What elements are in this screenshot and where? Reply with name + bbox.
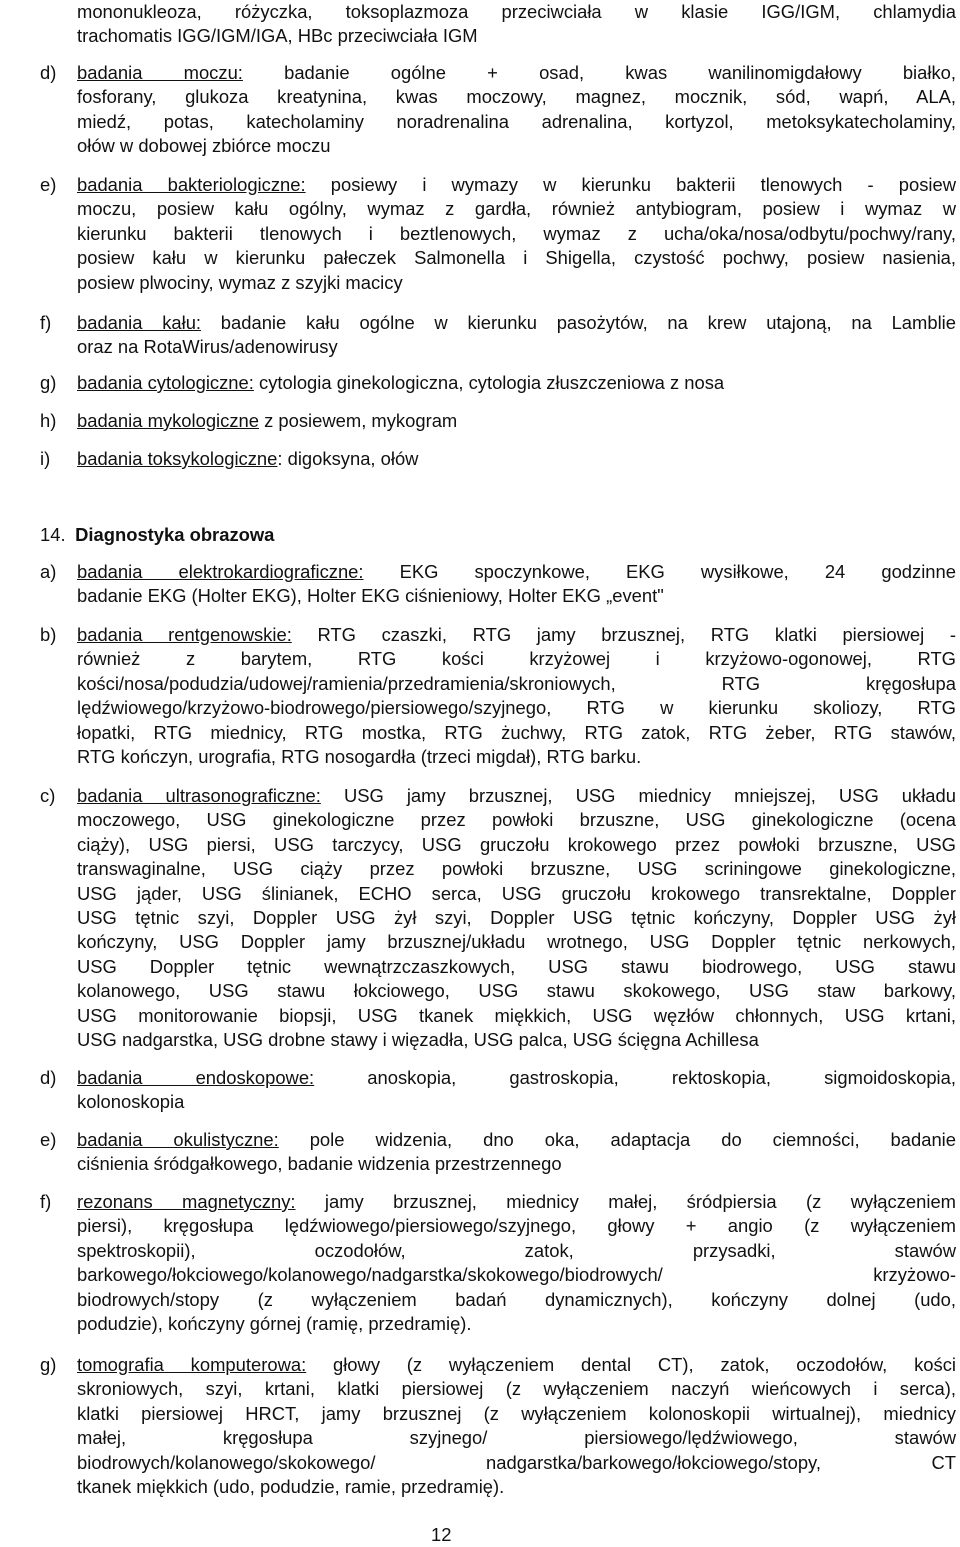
item-letter: h): [40, 410, 57, 431]
item-body: [77, 173, 956, 295]
text-line: [77, 1353, 956, 1377]
text-line: USG Doppler tętnic wewnątrzczaszkowych, USG stawu biodrowego, USG stawu: [77, 955, 956, 977]
item-body: [77, 447, 956, 471]
text-line: oraz na RotaWirus/adenowirusy: [77, 336, 338, 358]
text-line: [77, 61, 956, 85]
item-text: jamy brzusznej, miednicy małej, śródpiersia (z wyłączeniem: [295, 1191, 956, 1212]
text-line: łopatki, RTG miednicy, RTG mostka, RTG żuchwy, RTG zatok, RTG żeber, RTG stawów,: [77, 721, 956, 743]
text-line: posiew kału w kierunku pałeczek Salmonella i Shigella, czystość pochwy, posiew nasienia,: [77, 247, 956, 269]
item-text: EKG spoczynkowe, EKG wysiłkowe, 24 godzinne: [363, 561, 956, 582]
item-body: [77, 1066, 956, 1115]
section-heading: [40, 523, 274, 547]
item-body: [77, 623, 956, 769]
text-line: [77, 1128, 956, 1152]
item-body: [77, 1190, 956, 1336]
item-text: badanie kału ogólne w kierunku pasożytów, na krew utajoną, na Lamblie: [201, 312, 956, 333]
text-line: barkowego/łokciowego/kolanowego/nadgarstka/skokowego/biodrowych/ krzyżowo-: [77, 1264, 956, 1286]
text-line: USG monitorowanie biopsji, USG tkanek miękkich, USG węzłów chłonnych, USG krtani,: [77, 1004, 956, 1026]
text-line: [77, 784, 956, 808]
text-line: fosforany, glukoza kreatynina, kwas moczowy, magnez, mocznik, sód, wapń, ALA,: [77, 86, 956, 108]
text-line: USG nadgarstka, USG drobne stawy i więzadła, USG palca, USG ścięgna Achillesa: [77, 1029, 759, 1051]
text-line: RTG kończyn, urografia, RTG nosogardła (trzeci migdał), RTG barku.: [77, 746, 642, 768]
text-line: badanie EKG (Holter EKG), Holter EKG ciśnieniowy, Holter EKG „event": [77, 585, 664, 607]
item-text: badanie ogólne + osad, kwas wanilinomigdałowy białko,: [242, 62, 956, 83]
text-line: kolonoskopia: [77, 1091, 185, 1113]
item-lead: badania cytologiczne:: [77, 372, 254, 393]
item-letter: f): [40, 1191, 52, 1212]
item-text: cytologia ginekologiczna, cytologia złuszczeniowa z nosa: [253, 372, 725, 393]
text-line: małej, kręgosłupa szyjnego/ piersiowego/lędźwiowego, stawów: [77, 1427, 956, 1449]
text-line: kolanowego, USG stawu łokciowego, USG stawu skokowego, USG staw barkowy,: [77, 980, 956, 1002]
text-line: ołów w dobowej zbiórce moczu: [77, 135, 331, 157]
item-text: z posiewem, mykogram: [258, 410, 458, 431]
text-line: [77, 409, 956, 433]
item-letter: g): [40, 1354, 57, 1375]
text-line: [77, 173, 956, 197]
item-letter: d): [40, 62, 57, 83]
item-letter: i): [40, 448, 51, 469]
item-lead: badania kału:: [77, 312, 202, 333]
text-line: [77, 447, 956, 471]
text-line: moczu, posiew kału ogólny, wymaz z gardła, również antybiogram, posiew i wymaz w: [77, 198, 956, 220]
text-line: transwaginalne, USG ciąży przez powłoki brzuszne, USG scriningowe ginekologiczne,: [77, 858, 956, 880]
text-line: USG tętnic szyi, Doppler USG żył szyi, Doppler USG tętnic kończyny, Doppler USG żył: [77, 907, 956, 929]
item-lead: badania endoskopowe:: [77, 1067, 315, 1088]
item-body: [77, 1128, 956, 1177]
text-line: mononukleoza, różyczka, toksoplazmoza przeciwciała w klasie IGG/IGM, chlamydia: [77, 1, 956, 22]
item-lead: badania rentgenowskie:: [77, 624, 292, 645]
item-body: [77, 371, 956, 395]
section-title: Diagnostyka obrazowa: [75, 524, 275, 545]
item-text: głowy (z wyłączeniem dental CT), zatok, oczodołów, kości: [306, 1354, 956, 1375]
item-text: anoskopia, gastroskopia, rektoskopia, sigmoidoskopia,: [314, 1067, 956, 1088]
text-line: [77, 311, 956, 335]
text-line: podudzie), kończyny górnej (ramię, przedramię).: [77, 1313, 472, 1335]
item-lead: badania elektrokardiograficzne:: [77, 561, 364, 582]
item-lead: badania okulistyczne:: [77, 1129, 279, 1150]
item-letter: a): [40, 561, 57, 582]
text-line: lędźwiowego/krzyżowo-biodrowego/piersiowego/szyjnego, RTG w kierunku skoliozy, RTG: [77, 697, 956, 719]
text-line: biodrowych/stopy (z wyłączeniem badań dynamicznych), kończyny dolnej (udo,: [77, 1288, 956, 1310]
text-line: klatki piersiowej HRCT, jamy brzusznej (z wyłączeniem kolonoskopii wirtualnej), miednicy: [77, 1402, 956, 1424]
text-line: posiew plwociny, wymaz z szyjki macicy: [77, 271, 403, 293]
text-line: również z barytem, RTG kości krzyżowej i krzyżowo-ogonowej, RTG: [77, 648, 956, 670]
text-line: biodrowych/kolanowego/skokowego/ nadgarstka/barkowego/łokciowego/stopy, CT: [77, 1451, 956, 1473]
text-line: kierunku bakterii tlenowych i beztlenowych, wymaz z ucha/oka/nosa/odbytu/pochwy/rany,: [77, 222, 956, 244]
text-line: [77, 1190, 956, 1214]
item-letter: d): [40, 1067, 57, 1088]
item-letter: b): [40, 624, 57, 645]
item-body: [77, 409, 956, 433]
item-text: USG jamy brzusznej, USG miednicy mniejszej, USG układu: [320, 785, 956, 806]
text-line: kości/nosa/podudzia/udowej/ramienia/przedramienia/skroniowych, RTG kręgosłupa: [77, 672, 956, 694]
item-text: pole widzenia, dno oka, adaptacja do ciemności, badanie: [278, 1129, 956, 1150]
item-lead: rezonans magnetyczny:: [77, 1191, 296, 1212]
text-line: [77, 1066, 956, 1090]
item-letter: c): [40, 785, 56, 806]
top-continuation-text: [77, 0, 956, 49]
text-line: ciśnienia śródgałkowego, badanie widzenia przestrzennego: [77, 1153, 562, 1175]
item-body: [77, 560, 956, 609]
page-number: 12: [431, 1524, 452, 1545]
text-line: skroniowych, szyi, krtani, klatki piersiowej (z wyłączeniem naczyń wieńcowych i serca),: [77, 1378, 956, 1400]
section-number: 14.: [40, 524, 66, 545]
item-text: posiewy i wymazy w kierunku bakterii tlenowych - posiew: [305, 174, 957, 195]
text-line: tkanek miękkich (udo, podudzie, ramie, przedramię).: [77, 1476, 505, 1498]
text-line: piersi), kręgosłupa lędźwiowego/piersiowego/szyjnego, głowy + angio (z wyłączeniem: [77, 1215, 956, 1237]
item-lead: badania toksykologiczne: [77, 448, 278, 469]
text-line: spektroskopii), oczodołów, zatok, przysadki, stawów: [77, 1239, 956, 1261]
item-lead: badania mykologiczne: [77, 410, 259, 431]
item-letter: f): [40, 312, 52, 333]
text-line: USG jąder, USG ślinianek, ECHO serca, USG gruczołu krokowego transrektalne, Doppler: [77, 882, 956, 904]
text-line: [77, 623, 956, 647]
item-lead: tomografia komputerowa:: [77, 1354, 307, 1375]
item-text: : digoksyna, ołów: [277, 448, 419, 469]
item-text: RTG czaszki, RTG jamy brzusznej, RTG klatki piersiowej -: [291, 624, 956, 645]
text-line: [77, 371, 956, 395]
text-line: trachomatis IGG/IGM/IGA, HBc przeciwciała IGM: [77, 25, 478, 47]
text-line: ciąży), USG piersi, USG tarczycy, USG gruczołu krokowego przez powłoki brzuszne, USG: [77, 833, 956, 855]
item-body: [77, 1353, 956, 1499]
item-body: [77, 61, 956, 159]
item-lead: badania moczu:: [77, 62, 243, 83]
text-line: kończyny, USG Doppler jamy brzusznej/układu wrotnego, USG Doppler tętnic nerkowych,: [77, 931, 956, 953]
item-letter: g): [40, 372, 57, 393]
item-body: [77, 784, 956, 1052]
item-letter: e): [40, 1129, 57, 1150]
text-line: [77, 560, 956, 584]
text-line: miedź, potas, katecholaminy noradrenalina adrenalina, kortyzol, metoksykatecholaminy,: [77, 110, 956, 132]
item-body: [77, 311, 956, 360]
item-letter: e): [40, 174, 57, 195]
item-lead: badania bakteriologiczne:: [77, 174, 306, 195]
text-line: moczowego, USG ginekologiczne przez powłoki brzuszne, USG ginekologiczne (ocena: [77, 809, 956, 831]
item-lead: badania ultrasonograficzne:: [77, 785, 321, 806]
